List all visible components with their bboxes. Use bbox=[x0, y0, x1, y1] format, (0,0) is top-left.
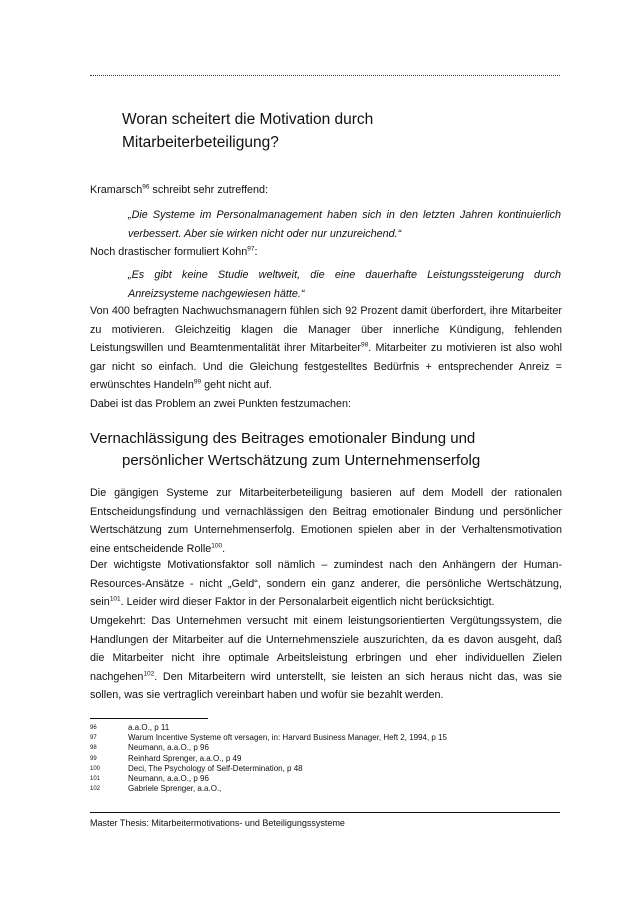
subsection-heading-line2: persönlicher Wertschätzung zum Unternehmenserfolg bbox=[122, 452, 481, 469]
paragraph-umgekehrt bbox=[90, 612, 562, 705]
section-title bbox=[122, 108, 542, 154]
footnote-text: a.a.O., p 11 bbox=[128, 723, 170, 732]
p2-text: Noch drastischer formuliert Kohn bbox=[90, 246, 248, 258]
footnote-text: Deci, The Psychology of Self-Determination, p 48 bbox=[128, 763, 303, 773]
footnote-text: Gabriele Sprenger, a.a.O., bbox=[128, 784, 222, 794]
footnote-number: 96 bbox=[90, 725, 97, 731]
footnote-text: Reinhard Sprenger, a.a.O., p 49 bbox=[128, 753, 242, 763]
footnote-item bbox=[90, 764, 562, 774]
footnote-ref-99: 99 bbox=[193, 378, 202, 386]
subsection-heading-line1: Vernachlässigung des Beitrages emotionaler Bindung und bbox=[90, 430, 476, 447]
footnote-ref-97: 97 bbox=[247, 245, 255, 253]
footnote-text: Neumann, a.a.O., p 96 bbox=[128, 743, 209, 753]
footnote-item bbox=[90, 774, 562, 784]
paragraph-kohn bbox=[90, 243, 562, 262]
p7-text-end: . Den Mitarbeitern wird unterstellt, sie leisten an sich heraus nicht das, was sie sollen, was sie vertraglich vereinbart haben und wofür sie bezahlt werden. bbox=[90, 670, 562, 702]
footnote-item bbox=[90, 743, 562, 753]
footnotes bbox=[90, 723, 562, 794]
quote-kohn: „Es gibt keine Studie weltweit, die eine dauerhafte Leistungssteigerung durch Anreizsysteme nachgewiesen hätte.“ bbox=[128, 269, 561, 300]
p7-text: Umgekehrt: Das Unternehmen versucht mit einem leistungsorientierten Vergütungssystem, die Handlungen der Mitarbeiter auf die Unternehmensziele auszurichten, da es davon ausgeht, daß die Mitarbeiter nicht ihre optimale Arbeitsleistung erbringen und eher individuellen Zielen nachgehen bbox=[90, 615, 562, 683]
footnote-text: Neumann, a.a.O., p 96 bbox=[128, 774, 209, 784]
footnote-item bbox=[90, 733, 562, 743]
paragraph-kramarsch bbox=[90, 181, 562, 200]
footnote-number: 102 bbox=[90, 786, 101, 793]
paragraph-nachwuchsmanager bbox=[90, 302, 562, 395]
paragraph-problem: Dabei ist das Problem an zwei Punkten festzumachen: bbox=[90, 398, 352, 410]
footnote-item bbox=[90, 723, 562, 733]
subsection-heading bbox=[90, 428, 562, 472]
p5-text-end: . bbox=[222, 542, 226, 555]
footnote-ref-96: 96 bbox=[142, 183, 150, 191]
footnote-number: 97 bbox=[90, 735, 97, 742]
footnote-ref-98: 98 bbox=[361, 341, 369, 349]
p1-text: Kramarsch bbox=[90, 184, 143, 196]
footer-rule bbox=[90, 812, 560, 813]
p6-text-end: . Leider wird dieser Faktor in der Personalarbeit eigentlich nicht berücksichtigt. bbox=[120, 596, 495, 609]
section-title-line1: Woran scheitert die Motivation durch bbox=[122, 111, 374, 128]
footnote-number: 99 bbox=[90, 755, 97, 762]
footnote-ref-100: 100 bbox=[211, 542, 223, 550]
p3-text-a: Von 400 befragten Nachwuchsmanagern fühlen sich 92 Prozent damit überfordert, ihre Mitarbeiter zu motivieren. Gleichzeitig klagen die Manager über innerliche Kündigung, fehlenden Leistungswillen und Beamtenmentalität ihrer Mitarbeiter bbox=[90, 305, 562, 355]
footnote-separator bbox=[90, 718, 208, 719]
paragraph-motivationsfaktor bbox=[90, 556, 562, 612]
p3-text-b: . Mitarbeiter zu motivieren ist also wohl gar nicht so einfach. Und die Gleichung festgestelltes Bedürfnis + entsprechender Anreiz = erwünschtes Handeln bbox=[90, 342, 562, 392]
section-title-line2: Mitarbeiterbeteiligung? bbox=[122, 134, 279, 151]
p3-text-c: geht nicht auf. bbox=[201, 379, 272, 392]
footnote-item bbox=[90, 754, 562, 764]
page-footer: Master Thesis: Mitarbeitermotivations- und Beteiligungssysteme bbox=[90, 818, 345, 828]
footnote-ref-102: 102 bbox=[143, 670, 155, 678]
footnote-item bbox=[90, 784, 562, 794]
quote-kramarsch: „Die Systeme im Personalmanagement haben sich in den letzten Jahren kontinuierlich verbessert. Aber sie wirken nicht oder nur unzureichend.“ bbox=[128, 209, 561, 240]
footnote-number: 100 bbox=[90, 765, 101, 772]
paragraph-systeme bbox=[90, 484, 562, 558]
p2-text-end: : bbox=[254, 246, 258, 258]
footnote-number: 101 bbox=[90, 776, 101, 783]
p1-text-end: schreibt sehr zutreffend: bbox=[149, 184, 269, 196]
p5-text: Die gängigen Systeme zur Mitarbeiterbeteiligung basieren auf dem Modell der rationalen Entscheidungsfindung und vernachlässigen den Beitrag emotionaler Bindung und persönlicher Wertschätzung zum Unternehmenserfolg. Emotionen spielen aber in der Verhaltensmotivation eine entscheidende Rolle bbox=[90, 487, 562, 555]
footnote-number: 98 bbox=[90, 745, 97, 752]
footnote-text: Warum Incentive Systeme oft versagen, in: Harvard Business Manager, Heft 2, 1994, p 15 bbox=[128, 733, 447, 743]
footnote-ref-101: 101 bbox=[109, 595, 121, 603]
top-dotted-rule bbox=[90, 75, 560, 76]
p6-text: Der wichtigste Motivationsfaktor soll nämlich – zumindest nach den Anhängern der Human-Resources-Ansätze - nicht „Geld“, sondern ein ganz anderer, die persönliche Wertschätzung, sein bbox=[90, 559, 562, 609]
